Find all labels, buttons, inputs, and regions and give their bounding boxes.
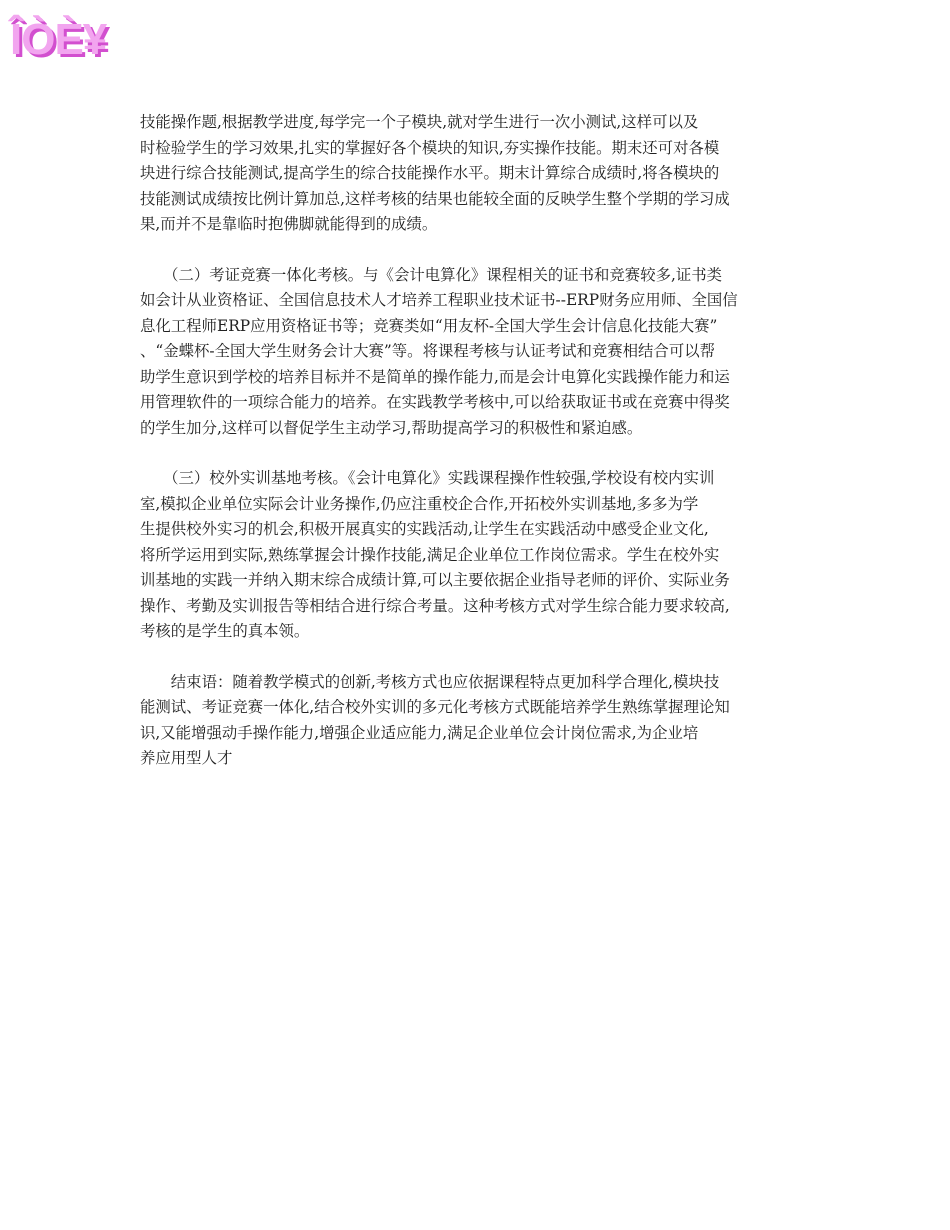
text-line: 块进行综合技能测试,提高学生的综合技能操作水平。期末计算综合成绩时,将各模块的 bbox=[140, 164, 720, 182]
text-line: 技能测试成绩按比例计算加总,这样考核的结果也能较全面的反映学生整个学期的学习成 bbox=[140, 189, 730, 208]
text-line: 用管理软件的一项综合能力的培养。在实践教学考核中,可以给获取证书或在竞赛中得奖 bbox=[140, 393, 730, 411]
text-line: 将所学运用到实际,熟练掌握会计操作技能,满足企业单位工作岗位需求。学生在校外实 bbox=[140, 545, 720, 564]
text-line: 的学生加分,这样可以督促学生主动学习,帮助提高学习的积极性和紧迫感。 bbox=[140, 418, 643, 437]
text-line: 如会计从业资格证、全国信息技术人才培养工程职业技术证书--ERP财务应用师、全国信 bbox=[140, 291, 738, 309]
text-line: 能测试、考证竞赛一体化,结合校外实训的多元化考核方式既能培养学生熟练掌握理论知 bbox=[140, 698, 730, 716]
text-line: 识,又能增强动手操作能力,增强企业适应能力,满足企业单位会计岗位需求,为企业培 bbox=[140, 723, 699, 742]
text-line: 考核的是学生的真本领。 bbox=[140, 622, 310, 640]
paragraph-conclusion bbox=[140, 670, 802, 772]
text-line: 、“金蝶杯-全国大学生财务会计大赛”等。将课程考核与认证考试和竞赛相结合可以帮 bbox=[140, 342, 715, 360]
text-line: 结束语：随着教学模式的创新,考核方式也应依据课程特点更加科学合理化,模块技 bbox=[140, 672, 720, 691]
text-line: 时检验学生的学习效果,扎实的掌握好各个模块的知识,夯实操作技能。期末还可对各模 bbox=[140, 138, 720, 157]
text-line: （二）考证竞赛一体化考核。与《会计电算化》课程相关的证书和竞赛较多,证书类 bbox=[140, 265, 723, 284]
text-line: 训基地的实践一并纳入期末综合成绩计算,可以主要依据企业指导老师的评价、实际业务 bbox=[140, 571, 730, 589]
text-line: 室,模拟企业单位实际会计业务操作,仍应注重校企合作,开拓校外实训基地,多多为学 bbox=[140, 494, 699, 513]
text-line: 助学生意识到学校的培养目标并不是简单的操作能力,而是会计电算化实践操作能力和运 bbox=[140, 367, 730, 386]
text-line: 养应用型人才 bbox=[140, 749, 233, 767]
paragraph-certification-competition bbox=[140, 263, 802, 442]
article-body bbox=[140, 110, 802, 797]
text-line: （三）校外实训基地考核。《会计电算化》实践课程操作性较强,学校设有校内实训 bbox=[140, 469, 715, 487]
paragraph-external-training bbox=[140, 466, 802, 645]
text-line: 果,而并不是靠临时抱佛脚就能得到的成绩。 bbox=[140, 215, 438, 233]
text-line: 生提供校外实习的机会,积极开展真实的实践活动,让学生在实践活动中感受企业文化, bbox=[140, 520, 709, 538]
text-line: 操作、考勤及实训报告等相结合进行综合考量。这种考核方式对学生综合能力要求较高, bbox=[140, 596, 730, 615]
text-line: 技能操作题,根据教学进度,每学完一个子模块,就对学生进行一次小测试,这样可以及 bbox=[140, 113, 699, 131]
text-line: 息化工程师ERP应用资格证书等；竞赛类如“用友杯-全国大学生会计信息化技能大赛” bbox=[140, 316, 718, 335]
paragraph-grading-method bbox=[140, 110, 802, 238]
site-logo: ÎÒÈ¥ bbox=[10, 15, 107, 64]
